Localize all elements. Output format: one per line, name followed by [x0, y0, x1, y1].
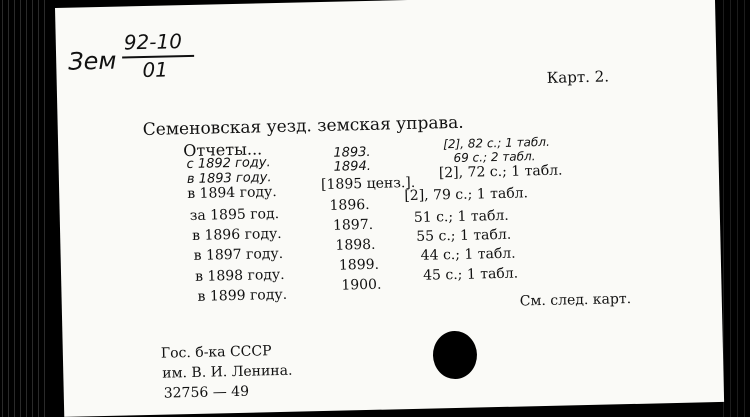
handwritten-row1-year: 1893. — [333, 144, 371, 161]
card-number: Карт. 2. — [546, 67, 610, 87]
row-info: 45 с.; 1 табл. — [422, 265, 519, 284]
row-label: в 1899 году. — [197, 286, 288, 305]
row-info: 51 с.; 1 табл. — [413, 207, 509, 226]
handwritten-row2-label: в 1893 году. — [186, 170, 272, 188]
library-line: им. В. И. Ленина. — [162, 362, 293, 382]
shelfmark-denominator: 01 — [142, 57, 169, 83]
handwritten-row1-label: с 1892 году. — [186, 155, 271, 173]
card-punch-hole — [432, 331, 477, 380]
row-year: 1898. — [335, 236, 376, 254]
row-label: за 1895 год. — [189, 205, 280, 224]
row-info: [2], 72 с.; 1 табл. — [438, 162, 563, 182]
library-line: Гос. б-ка СССР — [160, 343, 272, 362]
film-edge-right — [720, 0, 750, 417]
shelfmark-numerator: 92-10 — [123, 29, 183, 55]
handwritten-row2-year: 1894. — [333, 158, 372, 175]
row-year: 1896. — [329, 196, 370, 214]
catalog-card — [55, 0, 724, 417]
row-year: [1895 ценз.]. — [320, 174, 416, 194]
row-info: 44 с.; 1 табл. — [420, 245, 516, 264]
row-label: в 1896 году. — [192, 225, 282, 244]
see-next-card: См. след. карт. — [519, 291, 632, 310]
row-label: в 1898 году. — [194, 266, 285, 285]
row-year: 1900. — [341, 276, 382, 294]
section-heading: Отчеты... — [183, 139, 263, 161]
handwritten-row1-note: [2], 82 с.; 1 табл. — [443, 134, 550, 152]
card-title: Семеновская уезд. земская управа. — [142, 112, 464, 141]
row-year: 1899. — [338, 256, 380, 274]
row-info: 55 с.; 1 табл. — [416, 226, 512, 245]
row-year: 1897. — [332, 216, 374, 234]
shelfmark-prefix: Зем — [67, 46, 117, 76]
film-edge-left — [0, 0, 48, 417]
library-line: 32756 — 49 — [163, 383, 250, 402]
handwritten-row2-note: 69 с.; 2 табл. — [453, 149, 536, 165]
row-label: в 1894 году. — [187, 184, 277, 203]
row-label: в 1897 году. — [193, 245, 284, 264]
row-info: [2], 79 с.; 1 табл. — [404, 185, 529, 205]
